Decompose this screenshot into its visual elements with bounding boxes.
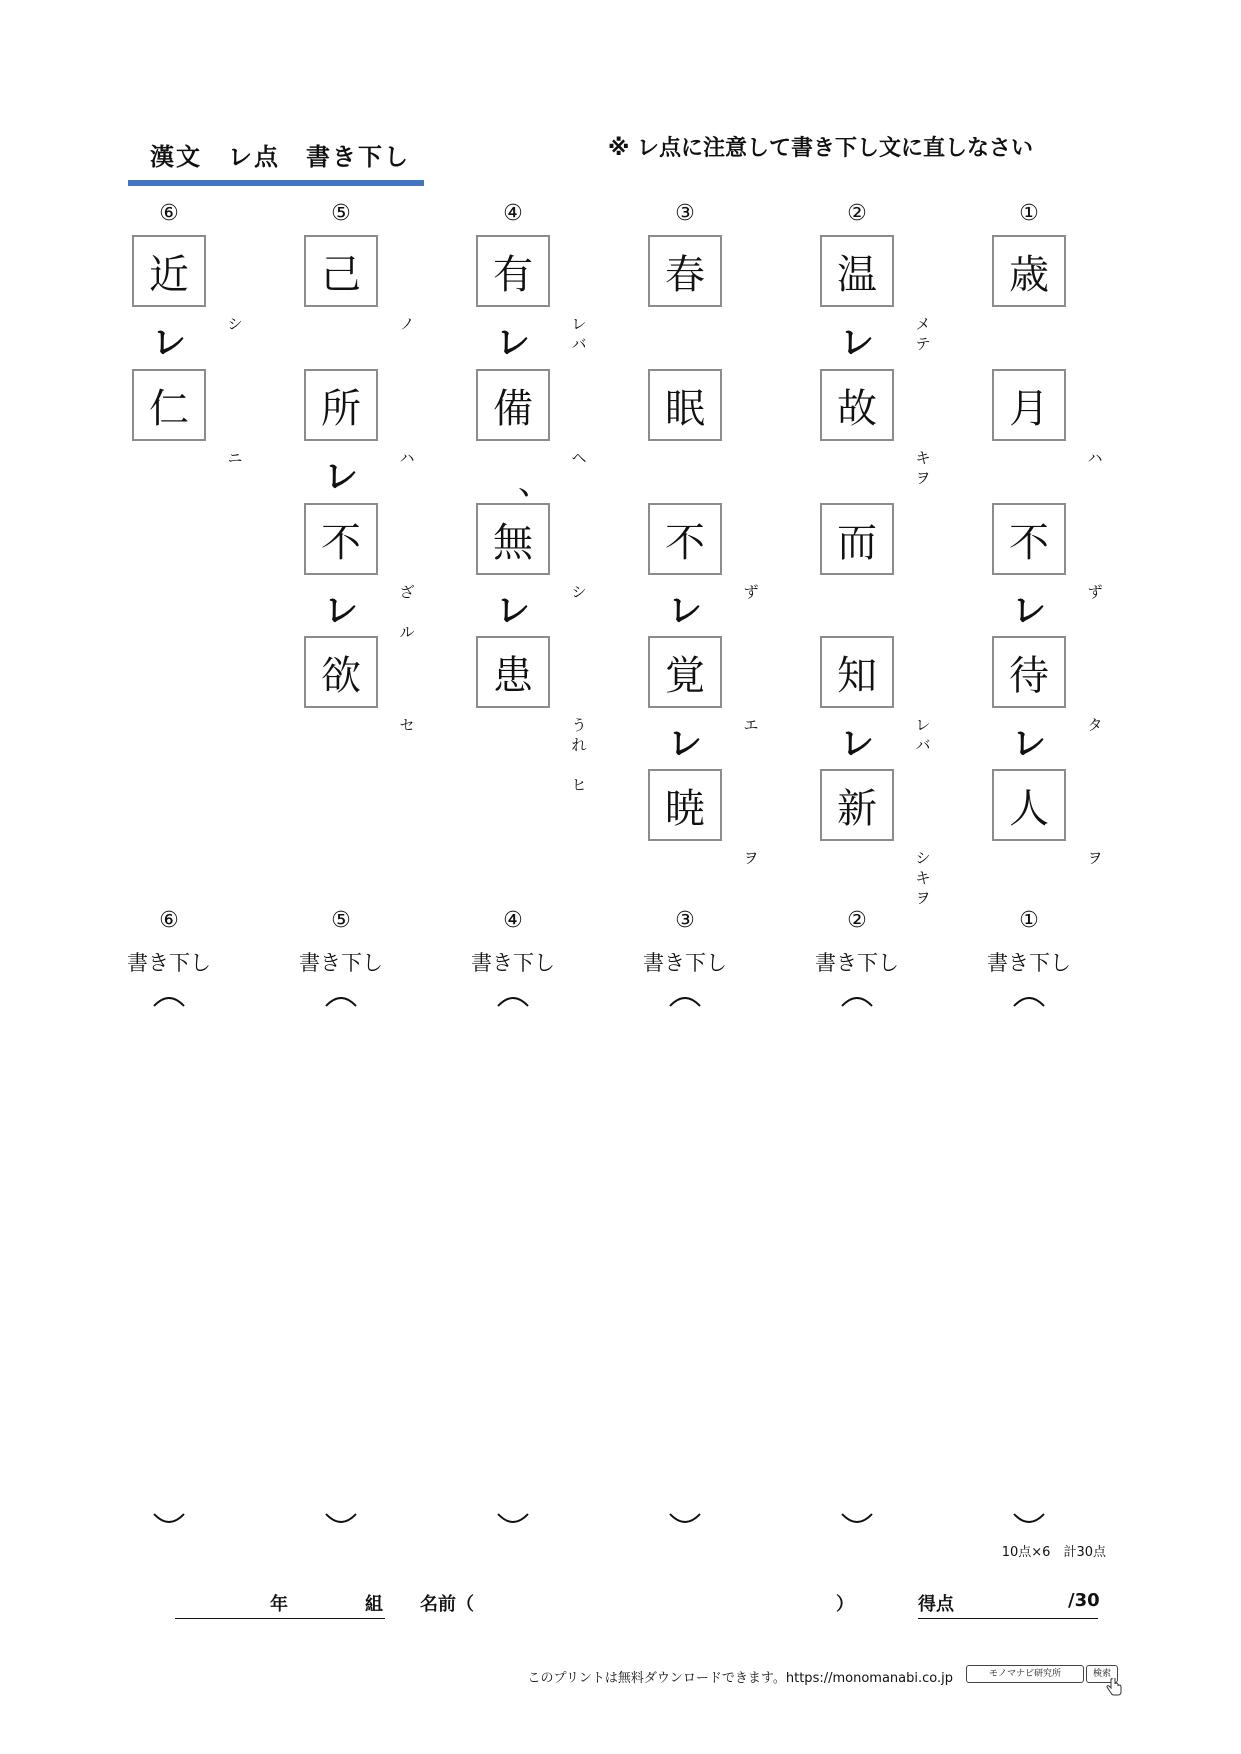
score-underline — [918, 1618, 1098, 1619]
answer-field[interactable] — [823, 994, 891, 1522]
kanji-box: 覚 — [648, 636, 722, 708]
close-paren-icon — [1012, 1512, 1046, 1526]
kanji-box: 春 — [648, 235, 722, 307]
okurigana: ヲ — [743, 849, 759, 867]
problem-number: ④ — [503, 201, 523, 226]
re-mark: レ — [668, 724, 702, 764]
answer-number: ③ — [675, 908, 695, 933]
answer-field[interactable] — [135, 994, 203, 1522]
open-paren-icon — [496, 994, 530, 1008]
kanji-box: 己 — [304, 235, 378, 307]
close-paren-icon — [496, 1512, 530, 1526]
site-name-box[interactable]: モノマナビ研究所 — [966, 1665, 1084, 1683]
answer-label: 書き下し — [643, 951, 727, 975]
okurigana: セ — [399, 716, 415, 734]
kanji-box: 知 — [820, 636, 894, 708]
problem-number: ① — [1019, 201, 1039, 226]
okurigana: ざ ル — [399, 583, 415, 641]
kanji-box: 暁 — [648, 769, 722, 841]
footer-text: このプリントは無料ダウンロードできます。https://monomanabi.co.jp — [527, 1671, 953, 1686]
okurigana: ハ — [1087, 449, 1103, 467]
answer-field[interactable] — [307, 994, 375, 1522]
answer-number: ② — [847, 908, 867, 933]
answer-number: ④ — [503, 908, 523, 933]
toten-mark: 、 — [518, 463, 552, 503]
kanji-box: 近 — [132, 235, 206, 307]
page-title: 漢文 レ点 書き下し — [150, 143, 410, 171]
open-paren-icon — [840, 994, 874, 1008]
okurigana: キ ヲ — [915, 449, 931, 487]
answer-label: 書き下し — [815, 951, 899, 975]
name-close: ） — [836, 1594, 854, 1615]
answer-label: 書き下し — [127, 951, 211, 975]
search-button[interactable]: 検索 — [1086, 1665, 1118, 1683]
kanji-box: 不 — [304, 503, 378, 575]
name-label[interactable]: 名前（ — [420, 1594, 474, 1615]
re-mark: レ — [324, 457, 358, 497]
re-mark: レ — [496, 323, 530, 363]
answer-label: 書き下し — [987, 951, 1071, 975]
answer-field[interactable] — [479, 994, 547, 1522]
pointer-hand-icon — [1106, 1678, 1122, 1700]
re-mark: レ — [324, 591, 358, 631]
okurigana: メ テ — [915, 315, 931, 353]
okurigana: ず — [743, 583, 759, 601]
problem-number: ⑤ — [331, 201, 351, 226]
kanji-box: 仁 — [132, 369, 206, 441]
open-paren-icon — [1012, 994, 1046, 1008]
class-label: 組 — [365, 1594, 383, 1615]
kanji-box: 所 — [304, 369, 378, 441]
re-mark: レ — [840, 323, 874, 363]
score-label: 得点 — [918, 1594, 954, 1615]
okurigana: ヘ — [571, 449, 587, 467]
answer-number: ① — [1019, 908, 1039, 933]
answer-field[interactable] — [995, 994, 1063, 1522]
problem-number: ⑥ — [159, 201, 179, 226]
instruction-text: ※ レ点に注意して書き下し文に直しなさい — [608, 136, 1034, 161]
okurigana: レ バ — [571, 315, 587, 353]
score-total: /30 — [1068, 1590, 1100, 1611]
kanji-box: 月 — [992, 369, 1066, 441]
okurigana: レ バ — [915, 716, 931, 754]
kanji-box: 待 — [992, 636, 1066, 708]
re-mark: レ — [1012, 724, 1046, 764]
answer-number: ⑥ — [159, 908, 179, 933]
problem-number: ② — [847, 201, 867, 226]
kanji-box: 不 — [648, 503, 722, 575]
year-class-underline — [175, 1618, 385, 1619]
okurigana: エ — [743, 716, 759, 734]
okurigana: シ キ ヲ — [915, 849, 931, 907]
re-mark: レ — [840, 724, 874, 764]
open-paren-icon — [324, 994, 358, 1008]
okurigana: ず — [1087, 583, 1103, 601]
close-paren-icon — [324, 1512, 358, 1526]
year-label: 年 — [270, 1594, 288, 1615]
okurigana: ノ — [399, 315, 415, 333]
okurigana: タ — [1087, 716, 1103, 734]
close-paren-icon — [152, 1512, 186, 1526]
answer-field[interactable] — [651, 994, 719, 1522]
okurigana: シ — [227, 315, 243, 333]
score-note: 10点×6 計30点 — [1001, 1545, 1106, 1560]
kanji-box: 無 — [476, 503, 550, 575]
answer-label: 書き下し — [299, 951, 383, 975]
re-mark: レ — [496, 591, 530, 631]
kanji-box: 有 — [476, 235, 550, 307]
close-paren-icon — [840, 1512, 874, 1526]
re-mark: レ — [152, 323, 186, 363]
close-paren-icon — [668, 1512, 702, 1526]
answer-label: 書き下し — [471, 951, 555, 975]
kanji-box: 不 — [992, 503, 1066, 575]
kanji-box: 故 — [820, 369, 894, 441]
answer-number: ⑤ — [331, 908, 351, 933]
kanji-box: 歳 — [992, 235, 1066, 307]
re-mark: レ — [668, 591, 702, 631]
okurigana: ニ — [227, 449, 243, 467]
kanji-box: 眠 — [648, 369, 722, 441]
kanji-box: 人 — [992, 769, 1066, 841]
kanji-box: 患 — [476, 636, 550, 708]
kanji-box: 而 — [820, 503, 894, 575]
title-underline — [128, 180, 424, 186]
okurigana: ヲ — [1087, 849, 1103, 867]
problem-number: ③ — [675, 201, 695, 226]
okurigana: ハ — [399, 449, 415, 467]
kanji-box: 備 — [476, 369, 550, 441]
okurigana: シ — [571, 583, 587, 601]
re-mark: レ — [1012, 591, 1046, 631]
okurigana: う れ ヒ — [571, 716, 587, 794]
kanji-box: 欲 — [304, 636, 378, 708]
open-paren-icon — [152, 994, 186, 1008]
kanji-box: 新 — [820, 769, 894, 841]
open-paren-icon — [668, 994, 702, 1008]
kanji-box: 温 — [820, 235, 894, 307]
